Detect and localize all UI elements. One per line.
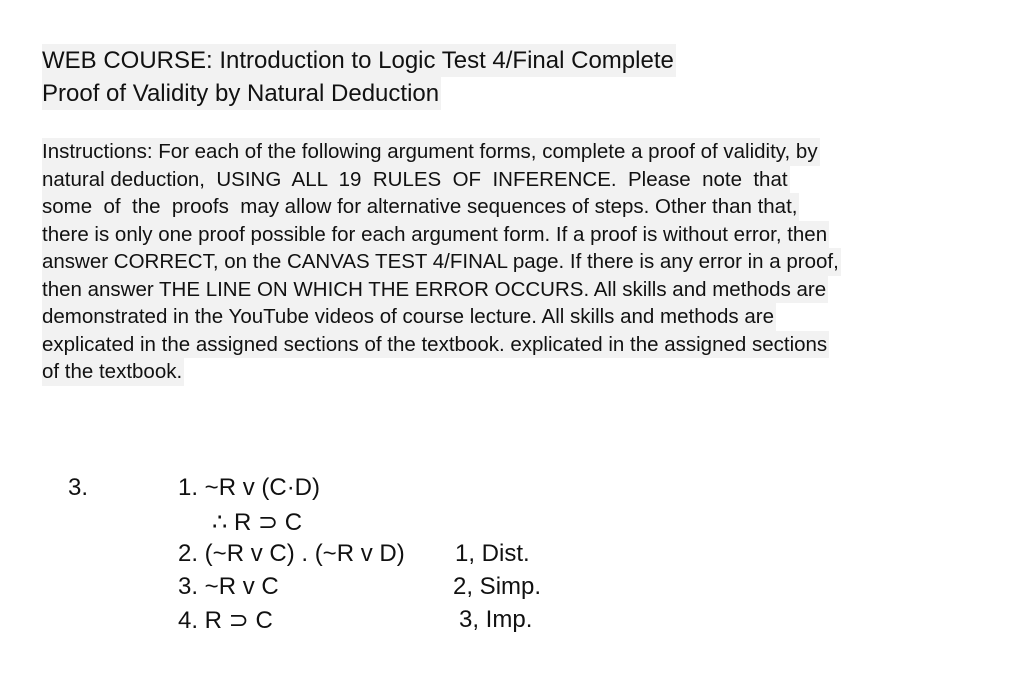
proof-step-2: 2. (~R v C) . (~R v D) <box>178 540 405 567</box>
instructions-line: of the textbook. <box>42 358 184 386</box>
proof-problem <box>0 472 1024 652</box>
instructions-line: explicated in the assigned sections of the textbook. explicated in the assigned sections <box>42 331 829 359</box>
instructions-line: there is only one proof possible for each argument form. If a proof is without error, then <box>42 221 829 249</box>
conclusion-line: ∴ R ⊃ C <box>212 509 303 536</box>
instructions-line: answer CORRECT, on the CANVAS TEST 4/FINAL page. If there is any error in a proof, <box>42 248 841 276</box>
page-title <box>42 44 676 110</box>
proof-step-4: 4. R ⊃ C <box>178 607 273 634</box>
instructions-line: natural deduction, USING ALL 19 RULES OF INFERENCE. Please note that <box>42 166 790 194</box>
problem-number: 3. <box>68 474 89 501</box>
proof-step-4-justification: 3, Imp. <box>459 606 533 633</box>
title-line-2: Proof of Validity by Natural Deduction <box>42 77 441 110</box>
instructions-line: demonstrated in the YouTube videos of course lecture. All skills and methods are <box>42 303 776 331</box>
proof-step-3-justification: 2, Simp. <box>453 573 542 600</box>
title-line-1: WEB COURSE: Introduction to Logic Test 4/Final Complete <box>42 44 676 77</box>
instructions-line: Instructions: For each of the following argument forms, complete a proof of validity, by <box>42 138 820 166</box>
instructions-line: then answer THE LINE ON WHICH THE ERROR OCCURS. All skills and methods are <box>42 276 828 304</box>
premise-line: 1. ~R v (C·D) <box>178 474 321 501</box>
proof-step-3: 3. ~R v C <box>178 573 279 600</box>
proof-step-2-justification: 1, Dist. <box>455 540 530 567</box>
instructions-paragraph <box>42 138 982 386</box>
instructions-line: some of the proofs may allow for alternative sequences of steps. Other than that, <box>42 193 799 221</box>
